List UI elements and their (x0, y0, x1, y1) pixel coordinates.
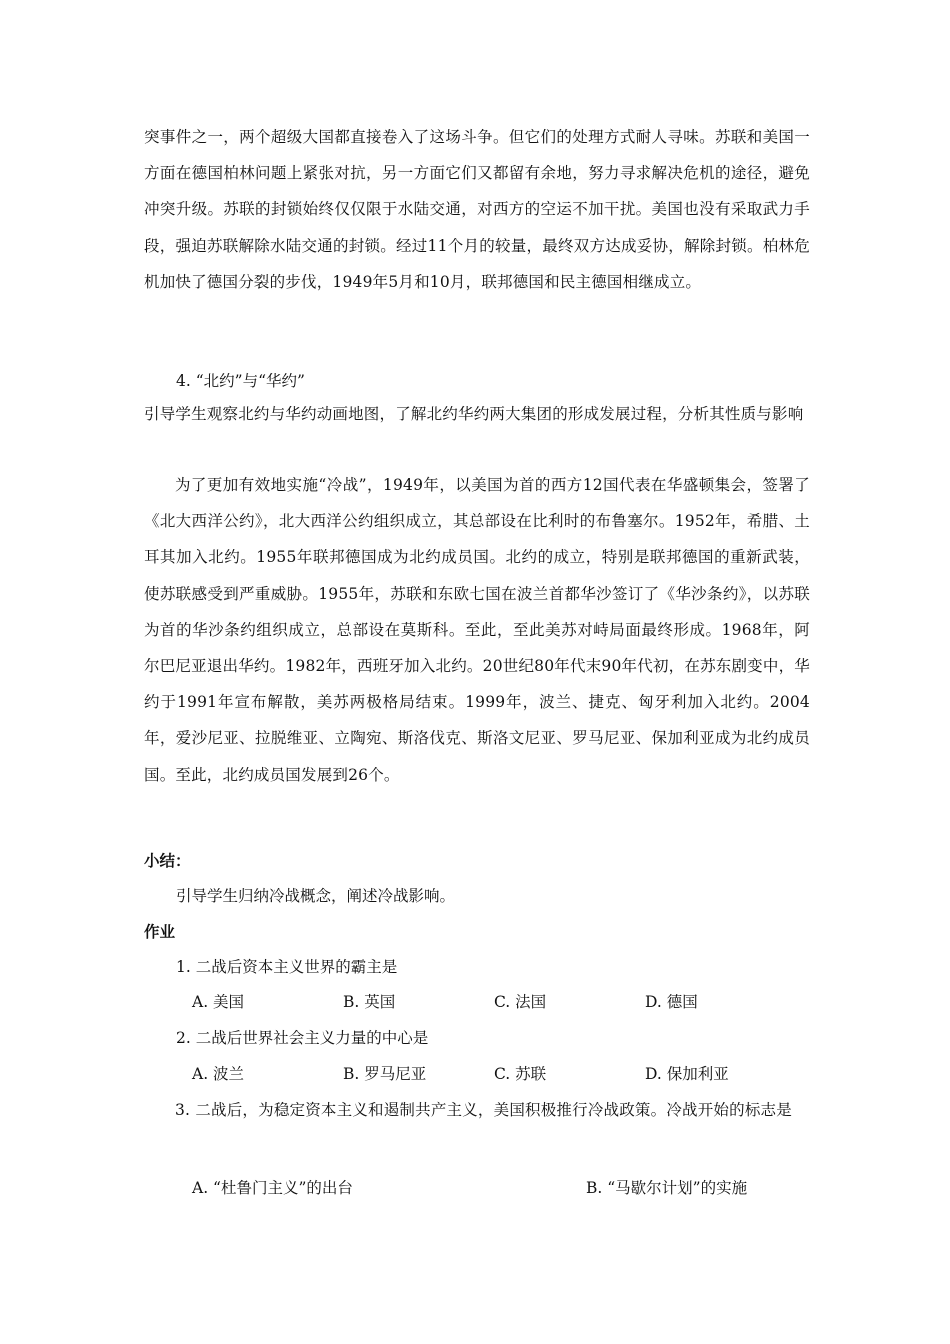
question-2-option-b: B. 罗马尼亚 (343, 1065, 427, 1083)
summary-text: 引导学生归纳冷战概念，阐述冷战影响。 (176, 887, 456, 905)
summary-heading: 小结： (144, 852, 191, 870)
homework-heading: 作业 (144, 923, 176, 941)
question-1-option-c: C. 法国 (494, 993, 547, 1011)
question-2-option-c: C. 苏联 (494, 1065, 547, 1083)
question-1-option-b: B. 英国 (343, 993, 396, 1011)
berlin-crisis-paragraph: 突事件之一，两个超级大国都直接卷入了这场斗争。但它们的处理方式耐人寻味。苏联和美国一方面在德国柏林问题上紧张对抗，另一方面它们又都留有余地，努力寻求解决危机的途径，避免冲突升级。苏联的封锁始终仅仅限于水陆交通，对西方的空运不加干扰。美国也没有采取武力手段，强迫苏联解除水陆交通的封锁。经过11个月的较量，最终双方达成妥协，解除封锁。柏林危机加快了德国分裂的步伐，1949年5月和10月，联邦德国和民主德国相继成立。 (144, 128, 810, 291)
section-heading-nato-warsaw: 4. “北约”与“华约” (176, 372, 305, 390)
question-3-option-b: B. “马歇尔计划”的实施 (586, 1179, 748, 1197)
question-3-option-a: A. “杜鲁门主义”的出台 (192, 1179, 353, 1197)
question-1-option-d: D. 德国 (645, 993, 698, 1011)
question-2-option-d: D. 保加利亚 (645, 1065, 729, 1083)
question-2-stem: 2. 二战后世界社会主义力量的中心是 (176, 1029, 429, 1047)
teaching-guide-paragraph: 引导学生观察北约与华约动画地图，了解北约华约两大集团的形成发展过程，分析其性质与影响 (144, 405, 804, 423)
nato-warsaw-history-paragraph: 为了更加有效地实施“冷战”，1949年，以美国为首的西方12国代表在华盛顿集会，签署了《北大西洋公约》，北大西洋公约组织成立，其总部设在比利时的布鲁塞尔。1952年，希腊、土耳其加入北约。1955年联邦德国成为北约成员国。北约的成立，特别是联邦德国的重新武装，使苏联感受到严重威胁。1955年，苏联和东欧七国在波兰首都华沙签订了《华沙条约》，以苏联为首的华沙条约组织成立，总部设在莫斯科。至此，至此美苏对峙局面最终形成。1968年，阿尔巴尼亚退出华约。1982年，西班牙加入北约。20世纪80年代末90年代初，在苏东剧变中，华约于1991年宣布解散，美苏两极格局结束。1999年，波兰、捷克、匈牙利加入北约。2004年，爱沙尼亚、拉脱维亚、立陶宛、斯洛伐克、斯洛文尼亚、罗马尼亚、保加利亚成为北约成员国。至此，北约成员国发展到26个。 (144, 476, 810, 784)
question-3-stem: 3. 二战后，为稳定资本主义和遏制共产主义，美国积极推行冷战政策。冷战开始的标志是 (175, 1101, 792, 1119)
question-1-option-a: A. 美国 (192, 993, 245, 1011)
question-2-option-a: A. 波兰 (192, 1065, 245, 1083)
question-1-stem: 1. 二战后资本主义世界的霸主是 (176, 958, 398, 976)
